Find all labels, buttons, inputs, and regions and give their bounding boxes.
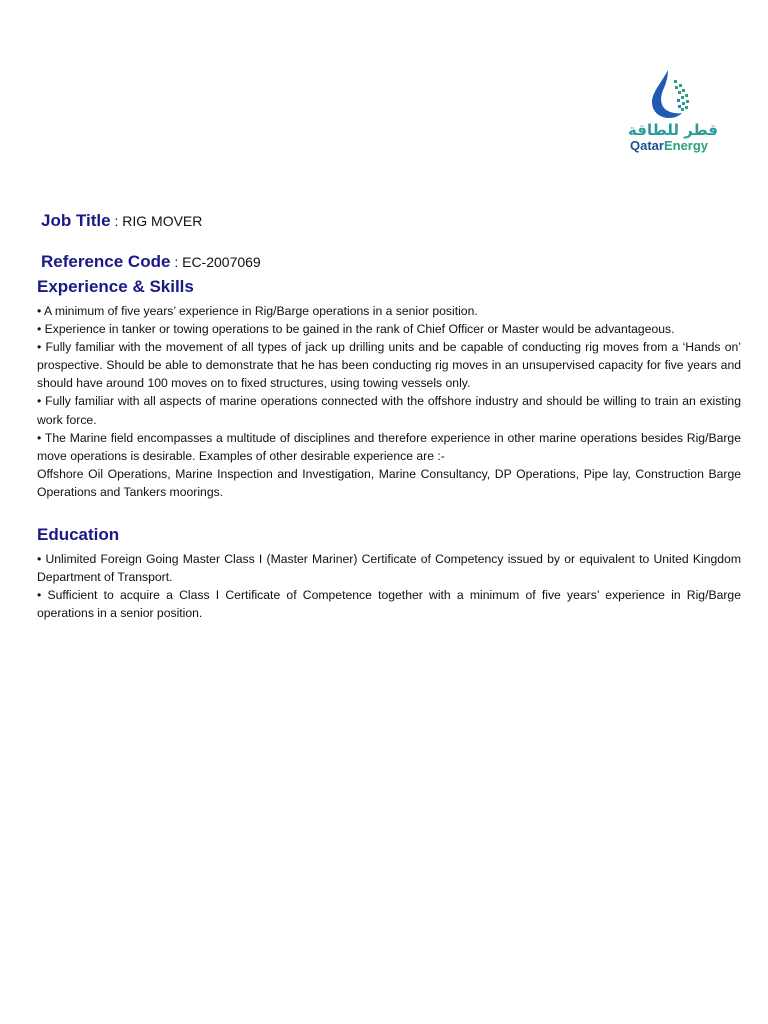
job-title-value: RIG MOVER: [122, 213, 203, 229]
logo-english-text: [630, 138, 708, 153]
job-title-row: [41, 211, 202, 231]
reference-code-separator: :: [170, 254, 183, 270]
drop-logo-icon: [648, 66, 698, 122]
company-logo: [626, 66, 722, 156]
experience-item: • The Marine field encompasses a multitude of disciplines and therefore experience in other marine operations besides Rig/Barge move operations is desirable. Examples of other desirable experience are :-: [37, 430, 741, 463]
experience-heading: Experience & Skills: [37, 277, 194, 296]
job-title-label: Job Title: [41, 211, 111, 230]
education-heading: Education: [37, 525, 120, 544]
experience-item: • Fully familiar with all aspects of marine operations connected with the offshore industry and should be willing to train an existing work force.: [37, 394, 741, 427]
job-title-separator: :: [110, 213, 123, 229]
education-list: [37, 550, 741, 622]
logo-qatar-text: Qatar: [630, 138, 664, 153]
experience-item: • A minimum of five years’ experience in Rig/Barge operations in a senior position.: [37, 304, 478, 318]
reference-code-label: Reference Code: [41, 252, 171, 271]
experience-list: [37, 302, 741, 501]
logo-energy-text: Energy: [663, 138, 709, 153]
education-item: • Unlimited Foreign Going Master Class I (Master Mariner) Certificate of Competency issued by or equivalent to United Kingdom Department of Transport.: [37, 552, 741, 585]
experience-item: • Experience in tanker or towing operations to be gained in the rank of Chief Officer or Master would be advantageous.: [37, 322, 675, 337]
reference-code-row: [41, 252, 261, 272]
education-item: • Sufficient to acquire a Class I Certificate of Competence together with a minimum of five years’ experience in Rig/Barge operations in a senior position.: [37, 588, 741, 621]
reference-code-value: EC-2007069: [182, 254, 261, 270]
logo-arabic-text: قطر للطاقة: [628, 121, 718, 139]
experience-item: • Fully familiar with the movement of all types of jack up drilling units and be capable of conducting rig moves from a ‘Hands on’ prospective. Should be able to demonstrate that he has been conducting rig moves in an unsupervised capacity for five years and should have around 100 moves on to fixed structures, using towing vessels only.: [37, 340, 741, 391]
experience-item: Offshore Oil Operations, Marine Inspection and Investigation, Marine Consultancy, DP Operations, Pipe lay, Construction Barge Operations and Tankers moorings.: [37, 466, 741, 499]
